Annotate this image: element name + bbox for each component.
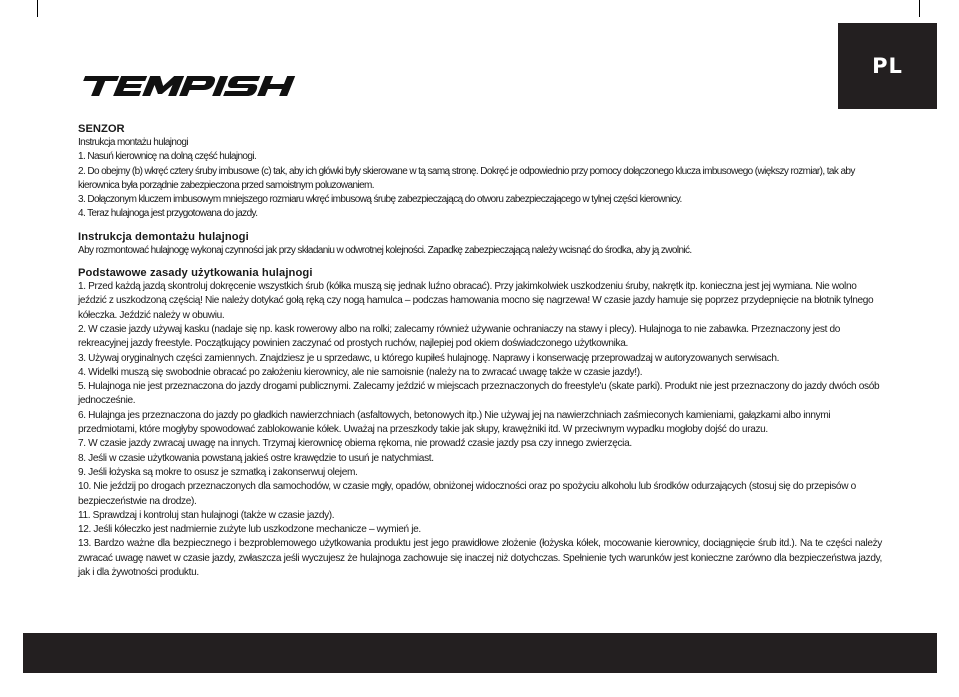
- footer-bar: [23, 633, 937, 673]
- language-badge: [838, 23, 937, 109]
- assembly-step: 4. Teraz hulajnoga jest przygotowana do jazdy.: [78, 208, 258, 220]
- usage-rule: 11. Sprawdzaj i kontroluj stan hulajnogi (także w czasie jazdy).: [78, 509, 335, 521]
- usage-rule: 3. Używaj oryginalnych części zamiennych. Znajdziesz je u sprzedawc, u którego kupiłeś hulajnogę. Naprawy i konserwację przeprowadzaj w autoryzowanych serwisach.: [78, 352, 780, 364]
- section-title-senzor: SENZOR: [78, 123, 125, 135]
- disassembly-text: Aby rozmontować hulajnogę wykonaj czynności jak przy składaniu w odwrotnej kolejności. Zapadkę zabezpieczającą należy wcisnąć do środka, aby ją zwolnić.: [78, 244, 692, 256]
- tempish-logo: [78, 74, 310, 98]
- section-title-usage-rules: Podstawowe zasady użytkowania hulajnogi: [78, 267, 313, 280]
- usage-rule: 7. W czasie jazdy zwracaj uwagę na innych. Trzymaj kierownicę obiema rękoma, nie prowadź czasie jazdy psa czy innego zwierzęcia.: [78, 438, 632, 450]
- usage-rule: 10. Nie jeździj po drogach przeznaczonych dla samochodów, w czasie mgły, opadów, obniżonej widoczności oraz po spożyciu alkoholu lub środków odurzających (stosuj się do przepisów o bezpieczeństwie na drodze).: [78, 481, 856, 507]
- crop-mark-top-right: [919, 0, 920, 17]
- assembly-step: 1. Nasuń kierownicę na dolną część hulajnogi.: [78, 151, 257, 163]
- usage-rule: 4. Widelki muszą się swobodnie obracać po założeniu kierownicy, ale nie samoisnie (należy na to zwracać uwagę także w czasie jazdy!).: [78, 366, 643, 378]
- manual-content: [78, 122, 882, 580]
- language-badge-label: PL: [872, 54, 903, 78]
- usage-rule: 9. Jeśli łożyska są mokre to osusz je szmatką i zakonserwuj olejem.: [78, 466, 358, 478]
- usage-rule: 8. Jeśli w czasie użytkowania powstaną jakieś ostre krawędzie to usuń je natychmiast.: [78, 452, 434, 464]
- usage-rule: 12. Jeśli kółeczko jest nadmiernie zużyte lub uszkodzone mechanicze – wymień je.: [78, 524, 421, 536]
- usage-rule: 2. W czasie jazdy używaj kasku (nadaje się np. kask rowerowy albo na rolki; zalecamy również używanie ochraniaczy na stawy i plecy). Hulajnoga to nie zabawka. Przeznaczony jest do rekreacyjnej jazdy freestyle. Początkujący powinien zaczynać od prostych ruchów, najlepiej pod okiem doświadczonego użytkownika.: [78, 323, 841, 350]
- crop-mark-top-left: [37, 0, 38, 17]
- assembly-step: 3. Dołączonym kluczem imbusowym mniejszego rozmiaru wkręć imbusową śrubę zabezpieczającą do otworu zabezpieczającego w tylnej części kierownicy.: [78, 194, 682, 206]
- usage-rule: 13. Bardzo ważne dla bezpiecznego i bezproblemowego użytkowania produktu jest jego prawidłowe złożenie (łożyska kółek, mocowanie kierownicy, dociągnięcie śrub itd.). Na te części należy zwracać uwagę nawet w czasie jazdy, zwłaszcza jeśli wyczujesz że hulajnoga zachowuje się inaczej niż dotychczas. Spełnienie tych warunków jest konieczne zarówno dla bezpieczeństwa jazdy, jak i dla żywotności produktu.: [78, 538, 882, 579]
- assembly-step: 2. Do obejmy (b) wkręć cztery śruby imbusowe (c) tak, aby ich główki były skierowane w tą samą stronę. Dokręć je odpowiednio przy pomocy dołączonego klucza imbusowego (większy rozmiar), tak aby kierownica była porządnie zabezpieczona przed samoistnym poluzowaniem.: [78, 165, 855, 191]
- usage-rule: 5. Hulajnoga nie jest przeznaczona do jazdy drogami publicznymi. Zalecamy jeździć w miejscach przeznaczonych do freestyle'u (skate parki). Produkt nie jest przeznaczony do jazdy dwóch osób jednocześnie.: [78, 381, 880, 407]
- usage-rule: 1. Przed każdą jazdą skontroluj dokręcenie wszystkich śrub (kółka muszą się jednak luźno obracać). Przy jakimkolwiek uszkodzeniu śruby, nakrętk itp. konieczna jest jej wymiana. Nie wolno jeździć z uszkodzoną częścią! Nie należy dotykać gołą ręką czy nogą hamulca – podczas hamowania mocno się nagrzewa! W czasie jazdy hamuje się poprzez przydepnięcie na błotnik tylnego kółeczka. Jeździć należy w obuwiu.: [78, 281, 874, 321]
- section-title-disassembly: Instrukcja demontażu hulajnogi: [78, 230, 249, 243]
- usage-rule: 6. Hulajnga jes przeznaczona do jazdy po gładkich nawierzchniach (asfaltowych, betonowych itp.) Nie używaj jej na nawierzchniach zaśmieconych kamieniami, gałązkami albo innymi przedmiotami, które mogłyby spowodować zablokowanie kółek. Uważaj na przeszkody takie jak słupy, krawężniki itd. W przeciwnym wypadku mogłoby dojść do urazu.: [78, 409, 831, 436]
- assembly-subtitle: Instrukcja montażu hulajnogi: [78, 137, 188, 148]
